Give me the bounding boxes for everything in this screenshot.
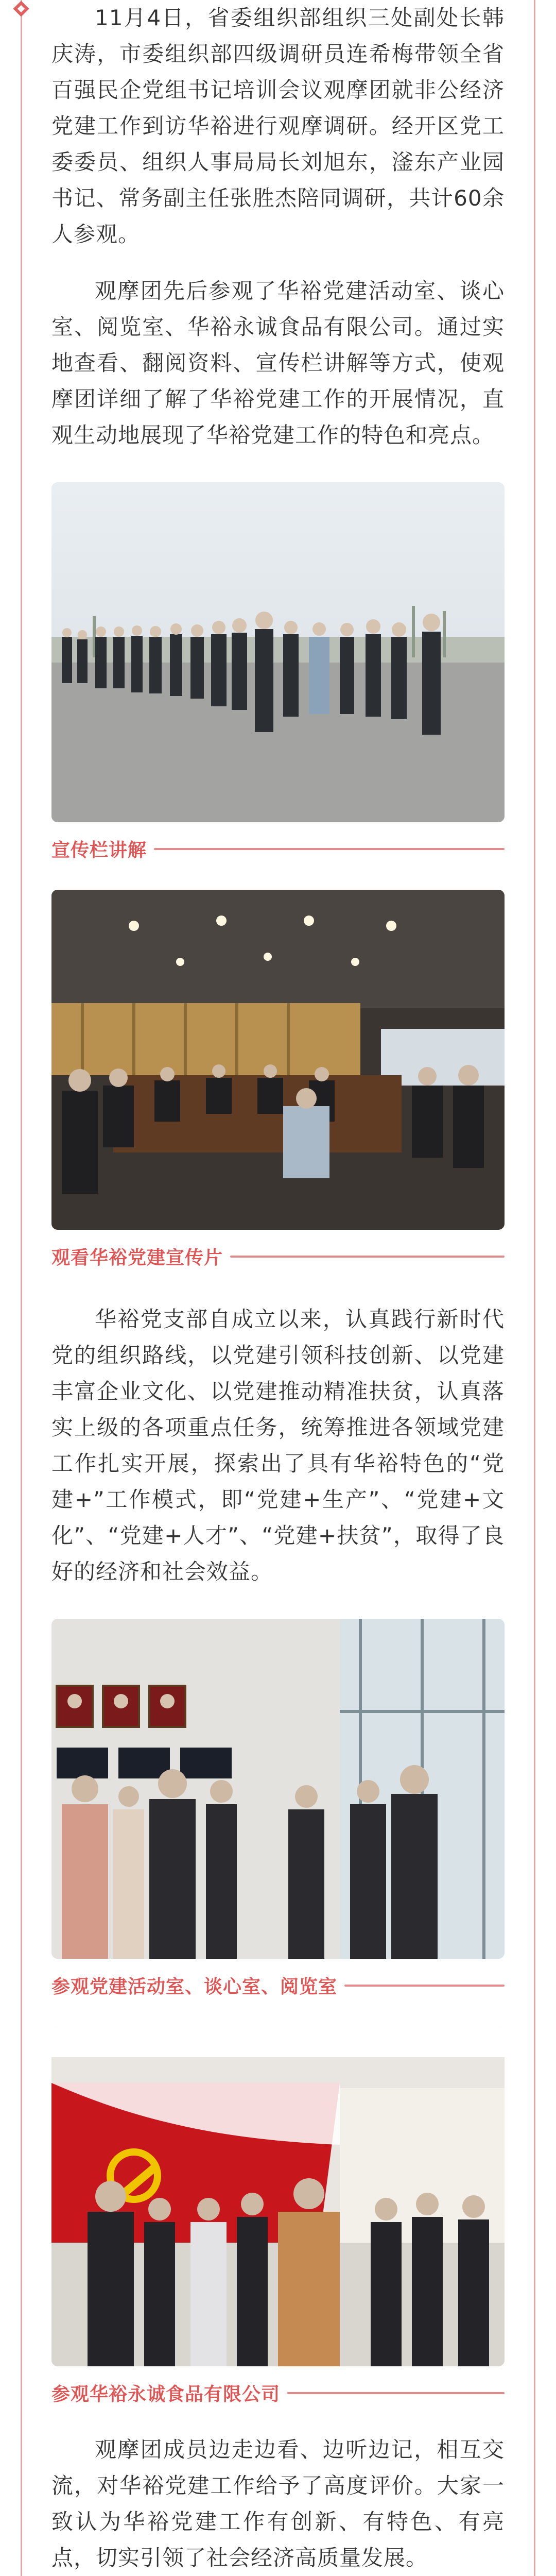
caption-row-3 — [51, 1972, 505, 1998]
photo-caption: 宣传栏讲解 — [51, 840, 147, 861]
caption-divider — [230, 1256, 505, 1258]
paragraph-evaluation: 观摩团成员边走边看、边听边记，相互交流，对华裕党建工作给予了高度评价。大家一致认为华裕党建工作有创新、有特色、有亮点，切实引领了社会经济高质量发展。 — [51, 2437, 505, 2570]
caption-row-4 — [51, 2380, 505, 2406]
paragraph-visit: 观摩团先后参观了华裕党建活动室、谈心室、阅览室、华裕永诚食品有限公司。通过实地查看、翻阅资料、宣传栏讲解等方式，使观摩团详细了解了华裕党建工作的开展情况，直观生动地展现了华裕党建工作的特色和亮点。 — [51, 278, 505, 448]
photo-food-company — [51, 2026, 505, 2366]
caption-row-1 — [51, 836, 505, 862]
article-body — [51, 0, 505, 2576]
photo-caption: 参观华裕永诚食品有限公司 — [51, 2384, 281, 2405]
photo-caption: 观看华裕党建宣传片 — [51, 1247, 223, 1268]
photo-activity-room — [51, 1619, 505, 1959]
caption-divider — [287, 2392, 505, 2394]
paragraph-party-branch: 华裕党支部自成立以来，认真践行新时代党的组织路线，以党建引领科技创新、以党建丰富企业文化、以党建推动精准扶贫，认真落实上级的各项重点任务，统筹推进各领域党建工作扎实开展，探索出了具有华裕特色的“党建+”工作模式，即“党建+生产”、“党建+文化”、“党建+人才”、“党建+扶贫”，取得了良好的经济和社会效益。 — [51, 1307, 505, 1584]
caption-row-2 — [51, 1243, 505, 1269]
photo-outdoor-group — [51, 482, 505, 822]
photo-meeting-room — [51, 890, 505, 1230]
caption-divider — [154, 848, 505, 850]
caption-divider — [344, 1985, 505, 1987]
photo-caption: 参观党建活动室、谈心室、阅览室 — [51, 1976, 338, 1997]
paragraph-intro: 11月4日，省委组织部组织三处副处长韩庆涛，市委组织部四级调研员连希梅带领全省百强民企党组书记培训会议观摩团就非公经济党建工作到访华裕进行观摩调研。经开区党工委委员、组织人事局局长刘旭东，滏东产业园书记、常务副主任张胜杰陪同调研，共计60余人参观。 — [51, 5, 505, 247]
